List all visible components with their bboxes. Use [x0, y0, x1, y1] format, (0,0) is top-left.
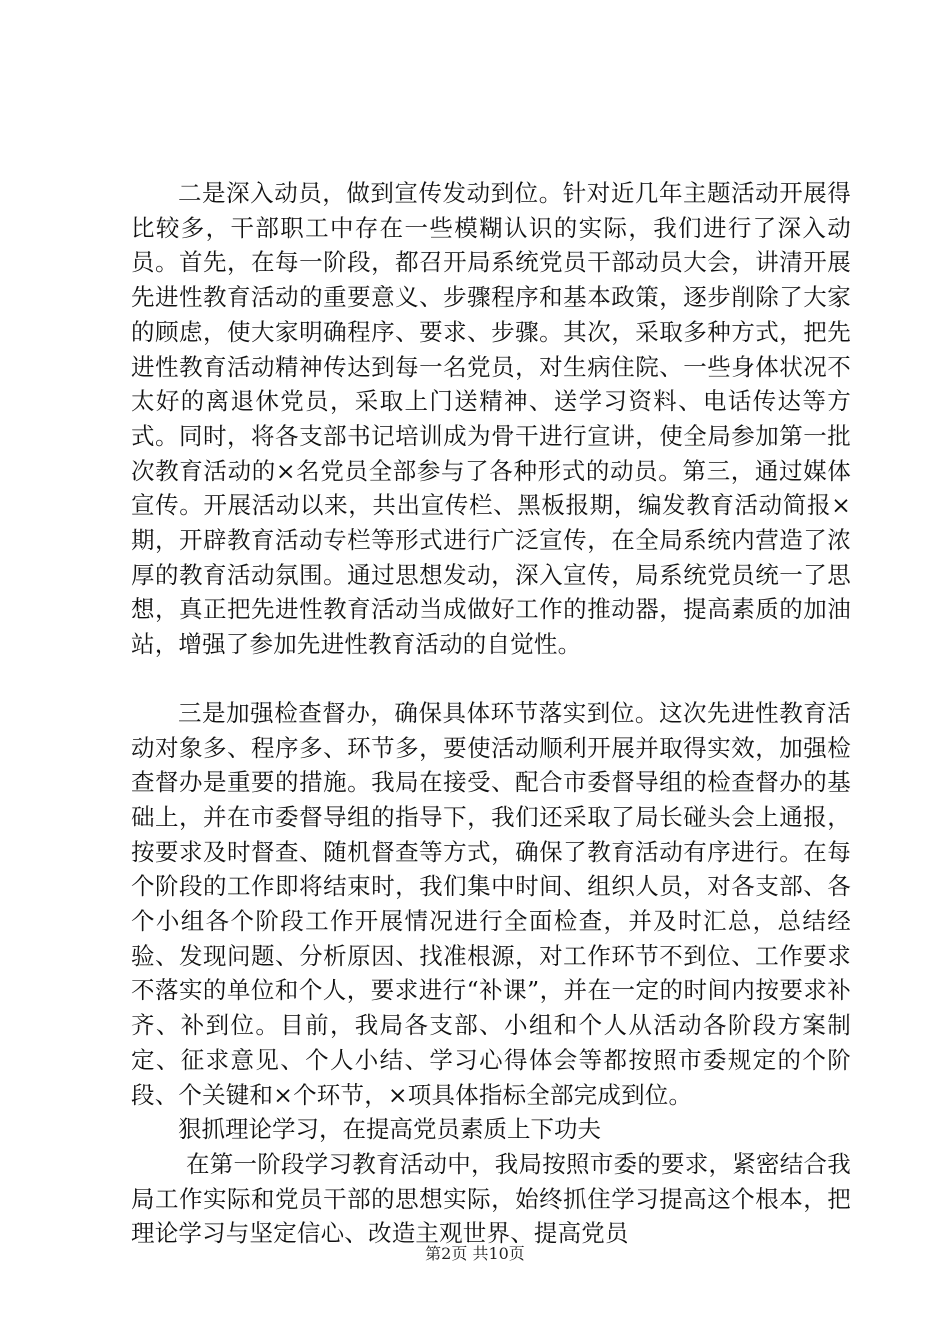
paragraph-theory-study: 在第一阶段学习教育活动中，我局按照市委的要求，紧密结合我局工作实际和党员干部的思想实际，始终抓住学习提高这个根本，把理论学习与坚定信心、改造主观世界、提高党员: [131, 1149, 851, 1248]
page-footer: 第2页 共10页: [425, 1244, 525, 1263]
document-body: [131, 176, 851, 1251]
section-heading: 狠抓理论学习，在提高党员素质上下功夫: [178, 1115, 601, 1144]
paragraph-gap: [131, 662, 851, 696]
paragraph-mobilization: 二是深入动员，做到宣传发动到位。针对近几年主题活动开展得比较多，干部职工中存在一些模糊认识的实际，我们进行了深入动员。首先，在每一阶段，都召开局系统党员干部动员大会，讲清开展先进性教育活动的重要意义、步骤程序和基本政策，逐步削除了大家的顾虑，使大家明确程序、要求、步骤。其次，采取多种方式，把先进性教育活动精神传达到每一名党员，对生病住院、一些身体状况不太好的离退休党员，采取上门送精神、送学习资料、电话传达等方式。同时，将各支部书记培训成为骨干进行宣讲，使全局参加第一批次教育活动的×名党员全部参与了各种形式的动员。第三，通过媒体宣传。开展活动以来，共出宣传栏、黑板报期，编发教育活动简报×期，开辟教育活动专栏等形式进行广泛宣传，在全局系统内营造了浓厚的教育活动氛围。通过思想发动，深入宣传，局系统党员统一了思想，真正把先进性教育活动当成做好工作的推动器，提高素质的加油站，增强了参加先进性教育活动的自觉性。: [131, 179, 851, 659]
paragraph-supervision: 三是加强检查督办，确保具体环节落实到位。这次先进性教育活动对象多、程序多、环节多，要使活动顺利开展并取得实效，加强检查督办是重要的措施。我局在接受、配合市委督导组的检查督办的基础上，并在市委督导组的指导下，我们还采取了局长碰头会上通报，按要求及时督查、随机督查等方式，确保了教育活动有序进行。在每个阶段的工作即将结束时，我们集中时间、组织人员，对各支部、各个小组各个阶段工作开展情况进行全面检查，并及时汇总，总结经验、发现问题、分析原因、找准根源，对工作环节不到位、工作要求不落实的单位和个人，要求进行“补课”，并在一定的时间内按要求补齐、补到位。目前，我局各支部、小组和个人从活动各阶段方案制定、征求意见、个人小结、学习心得体会等都按照市委规定的个阶段、个关键和×个环节，×项具体指标全部完成到位。: [131, 698, 851, 1109]
